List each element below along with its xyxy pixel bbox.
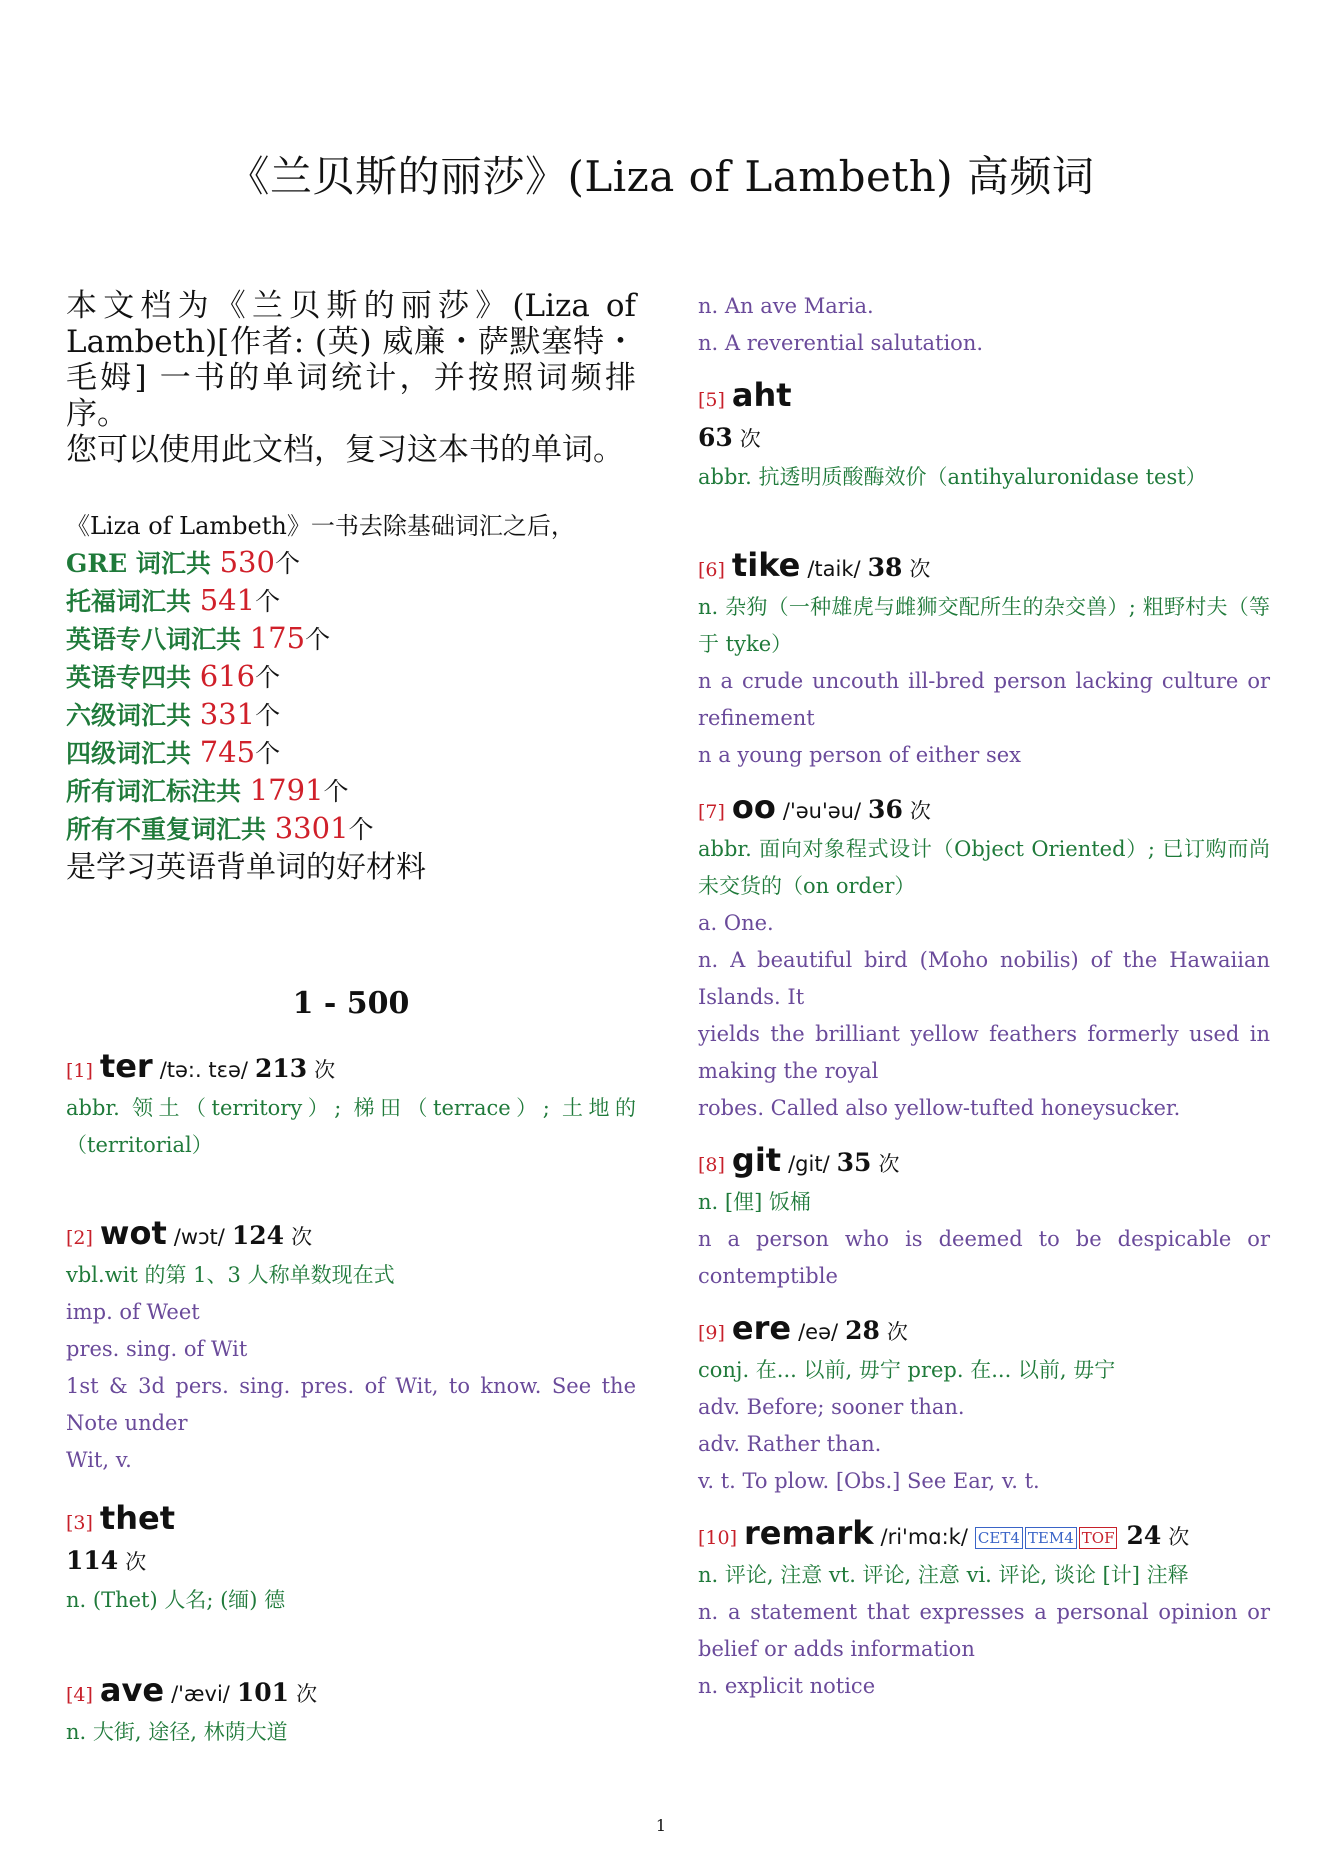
- tag-tof: TOF: [1079, 1527, 1118, 1549]
- intro-paragraph-1: 本文档为《兰贝斯的丽莎》(Liza of Lambeth)[作者: (英) 威廉・萨默塞特・毛姆] 一书的单词统计，并按照词频排序。: [66, 288, 636, 432]
- headword: tike: [731, 546, 801, 584]
- right-column: [698, 288, 1270, 1705]
- word-entry-ere: [698, 1309, 1270, 1500]
- entry-head: [9] ere /eə/ 28 次: [698, 1309, 908, 1347]
- definition: yields the brilliant yellow feathers formerly used in making the royal: [698, 1022, 1270, 1083]
- word-entry-remark: [698, 1514, 1270, 1705]
- definition: n. A beautiful bird (Moho nobilis) of the Hawaiian Islands. It: [698, 948, 1270, 1009]
- headword: ter: [99, 1047, 153, 1085]
- definition: n. [俚] 饭桶: [698, 1190, 811, 1214]
- entry-head: [2] wot /wɔt/ 124 次: [66, 1214, 313, 1252]
- word-entry-thet: [3] thet 114 次 n. (Thet) 人名; (缅) 德: [66, 1499, 636, 1619]
- definition: n. 杂狗（一种雄虎与雌狮交配所生的杂交兽）; 粗野村夫（等于 tyke）: [698, 595, 1270, 656]
- intro-paragraph-2: 您可以使用此文档，复习这本书的单词。: [66, 432, 624, 468]
- entry-head: [1] ter /tə:. tɛə/ 213 次: [66, 1047, 336, 1085]
- entry-head: [8] git /git/ 35 次: [698, 1141, 900, 1179]
- definition: n. 大街, 途径, 林荫大道: [66, 1720, 288, 1744]
- stat-all-tagged: 所有词汇标注共 1791个: [66, 773, 349, 807]
- stat-unique: 所有不重复词汇共 3301个: [66, 811, 374, 845]
- definition: n. 评论, 注意 vt. 评论, 注意 vi. 评论, 谈论 [计] 注释: [698, 1563, 1189, 1587]
- document-title: 《兰贝斯的丽莎》(Liza of Lambeth) 高频词: [227, 152, 1095, 201]
- definition: vbl.wit 的第 1、3 人称单数现在式: [66, 1263, 395, 1287]
- definition: imp. of Weet: [66, 1300, 200, 1324]
- stat-toefl: 托福词汇共 541个: [66, 583, 281, 617]
- definition: adv. Rather than.: [698, 1432, 882, 1456]
- stat-tem4: 英语专四共 616个: [66, 659, 281, 693]
- definition: conj. 在... 以前, 毋宁 prep. 在... 以前, 毋宁: [698, 1358, 1116, 1382]
- word-entry-git: [698, 1141, 1270, 1295]
- tag-cet4: CET4: [975, 1527, 1023, 1549]
- definition: n a person who is deemed to be despicable or contemptible: [698, 1227, 1270, 1288]
- definition: n. explicit notice: [698, 1674, 876, 1698]
- entry-head: [10] remark /ri'mɑ:k/ CET4 TEM4 TOF 24 次: [698, 1514, 1190, 1552]
- word-entry-tike: [698, 546, 1270, 774]
- word-entry-aht: [5] aht 63 次 abbr. 抗透明质酸酶效价（antihyaluronidase test）: [698, 376, 1270, 496]
- headword: wot: [99, 1214, 167, 1252]
- definition: abbr. 面向对象程式设计（Object Oriented）; 已订购而尚未交货的（on order）: [698, 837, 1270, 898]
- headword: aht: [731, 376, 792, 414]
- definition: n a crude uncouth ill-bred person lacking culture or refinement: [698, 669, 1270, 730]
- definition: n. A reverential salutation.: [698, 331, 984, 355]
- stats-lead: 《Liza of Lambeth》一书去除基础词汇之后，: [66, 512, 575, 540]
- vocabulary-stats: [66, 508, 636, 886]
- stats-conclusion: 是学习英语背单词的好材料: [66, 850, 426, 885]
- entry-head: [4] ave /'ævi/ 101 次: [66, 1671, 318, 1709]
- definition: v. t. To plow. [Obs.] See Ear, v. t.: [698, 1469, 1040, 1493]
- headword: oo: [731, 788, 776, 826]
- headword: ave: [99, 1671, 165, 1709]
- word-entry-ave: [66, 1671, 636, 1751]
- definition: n. An ave Maria.: [698, 294, 874, 318]
- stat-tem8: 英语专八词汇共 175个: [66, 621, 331, 655]
- word-entry-oo: [698, 788, 1270, 1127]
- stat-gre: GRE 词汇共 530个: [66, 545, 300, 579]
- stat-cet4: 四级词汇共 745个: [66, 735, 281, 769]
- definition: a. One.: [698, 911, 774, 935]
- definition: pres. sing. of Wit: [66, 1337, 248, 1361]
- definition: adv. Before; sooner than.: [698, 1395, 965, 1419]
- definition: n. (Thet) 人名; (缅) 德: [66, 1588, 286, 1612]
- range-heading: 1 - 500: [292, 986, 410, 1021]
- entry-head: [3] thet: [66, 1499, 175, 1537]
- word-entry-wot: [66, 1214, 636, 1479]
- headword: git: [731, 1141, 782, 1179]
- headword: remark: [744, 1514, 874, 1552]
- definition: n a young person of either sex: [698, 743, 1021, 767]
- definition: abbr. 抗透明质酸酶效价（antihyaluronidase test）: [698, 465, 1207, 489]
- entry-head: [6] tike /taik/ 38 次: [698, 546, 931, 584]
- headword: thet: [99, 1499, 175, 1537]
- definition: 1st & 3d pers. sing. pres. of Wit, to know. See the Note under: [66, 1374, 636, 1435]
- definition: robes. Called also yellow-tufted honeysucker.: [698, 1096, 1181, 1120]
- page-number: 1: [655, 1816, 667, 1835]
- word-entry-ter: [66, 1047, 636, 1164]
- intro: [66, 288, 636, 468]
- entry-head: [7] oo /'əu'əu/ 36 次: [698, 788, 931, 826]
- entry-head: [5] aht: [698, 376, 792, 414]
- stat-cet6: 六级词汇共 331个: [66, 697, 281, 731]
- tag-tem4: TEM4: [1025, 1527, 1077, 1549]
- definition: Wit, v.: [66, 1448, 132, 1472]
- left-column: [66, 288, 636, 1751]
- headword: ere: [731, 1309, 792, 1347]
- definition: n. a statement that expresses a personal opinion or belief or adds information: [698, 1600, 1270, 1661]
- definition: abbr. 领土（territory）; 梯田（terrace）; 土地的（territorial）: [66, 1096, 636, 1157]
